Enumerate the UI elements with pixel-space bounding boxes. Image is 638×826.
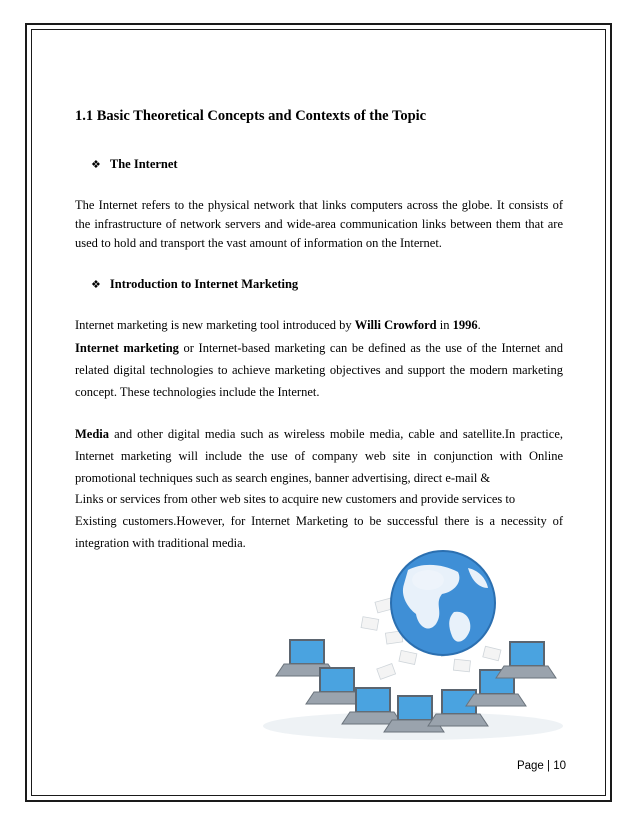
subheading-internet-marketing-label: Introduction to Internet Marketing <box>109 277 299 291</box>
diamond-bullet-icon: ❖ <box>91 278 101 291</box>
intro-text: in <box>436 318 453 332</box>
globe-network-illustration <box>258 548 568 744</box>
globe <box>391 551 495 655</box>
globe-laptops-svg <box>258 548 568 744</box>
diamond-bullet-icon: ❖ <box>91 158 101 171</box>
intro-paragraph <box>75 316 563 335</box>
internet-paragraph: The Internet refers to the physical network that links computers across the globe. It consists of the infrastructure of network servers and wide-area communication links between them that are used to hold and transport the vast amount of information on the Internet. <box>75 198 563 250</box>
page-number: Page | 10 <box>516 760 566 772</box>
definition-paragraph <box>75 337 563 403</box>
intro-name: Willi Crowford <box>354 318 437 332</box>
laptop-icon <box>496 642 556 678</box>
subheading-internet-marketing <box>91 277 298 292</box>
media-line-2: Links or services from other web sites to acquire new customers and provide services to <box>75 492 516 506</box>
definition-text: or Internet-based marketing can be defined as the use of the Internet and related digital technologies to achieve marketing objectives and support the modern marketing concept. These technologies include the Internet. <box>75 341 563 399</box>
section-heading: 1.1 Basic Theoretical Concepts and Contexts of the Topic <box>75 108 427 124</box>
intro-text: . <box>477 318 481 332</box>
media-paragraph <box>75 423 563 489</box>
subheading-internet <box>91 157 178 172</box>
media-line-3: Existing customers.However, for Internet Marketing to be successful there is a necessity of integration with traditional media. <box>75 514 563 550</box>
media-term: Media <box>75 427 110 441</box>
intro-year: 1996 <box>452 318 478 332</box>
media-text: and other digital media such as wireless mobile media, cable and satellite.In practice, Internet marketing will include the use of company web site in conjunction with Online promotional techniques such as search engines, banner advertising, direct e-mail & <box>75 427 563 485</box>
subheading-internet-label: The Internet <box>109 157 178 171</box>
intro-text: Internet marketing is new marketing tool introduced by <box>75 318 355 332</box>
definition-term: Internet marketing <box>75 341 179 355</box>
